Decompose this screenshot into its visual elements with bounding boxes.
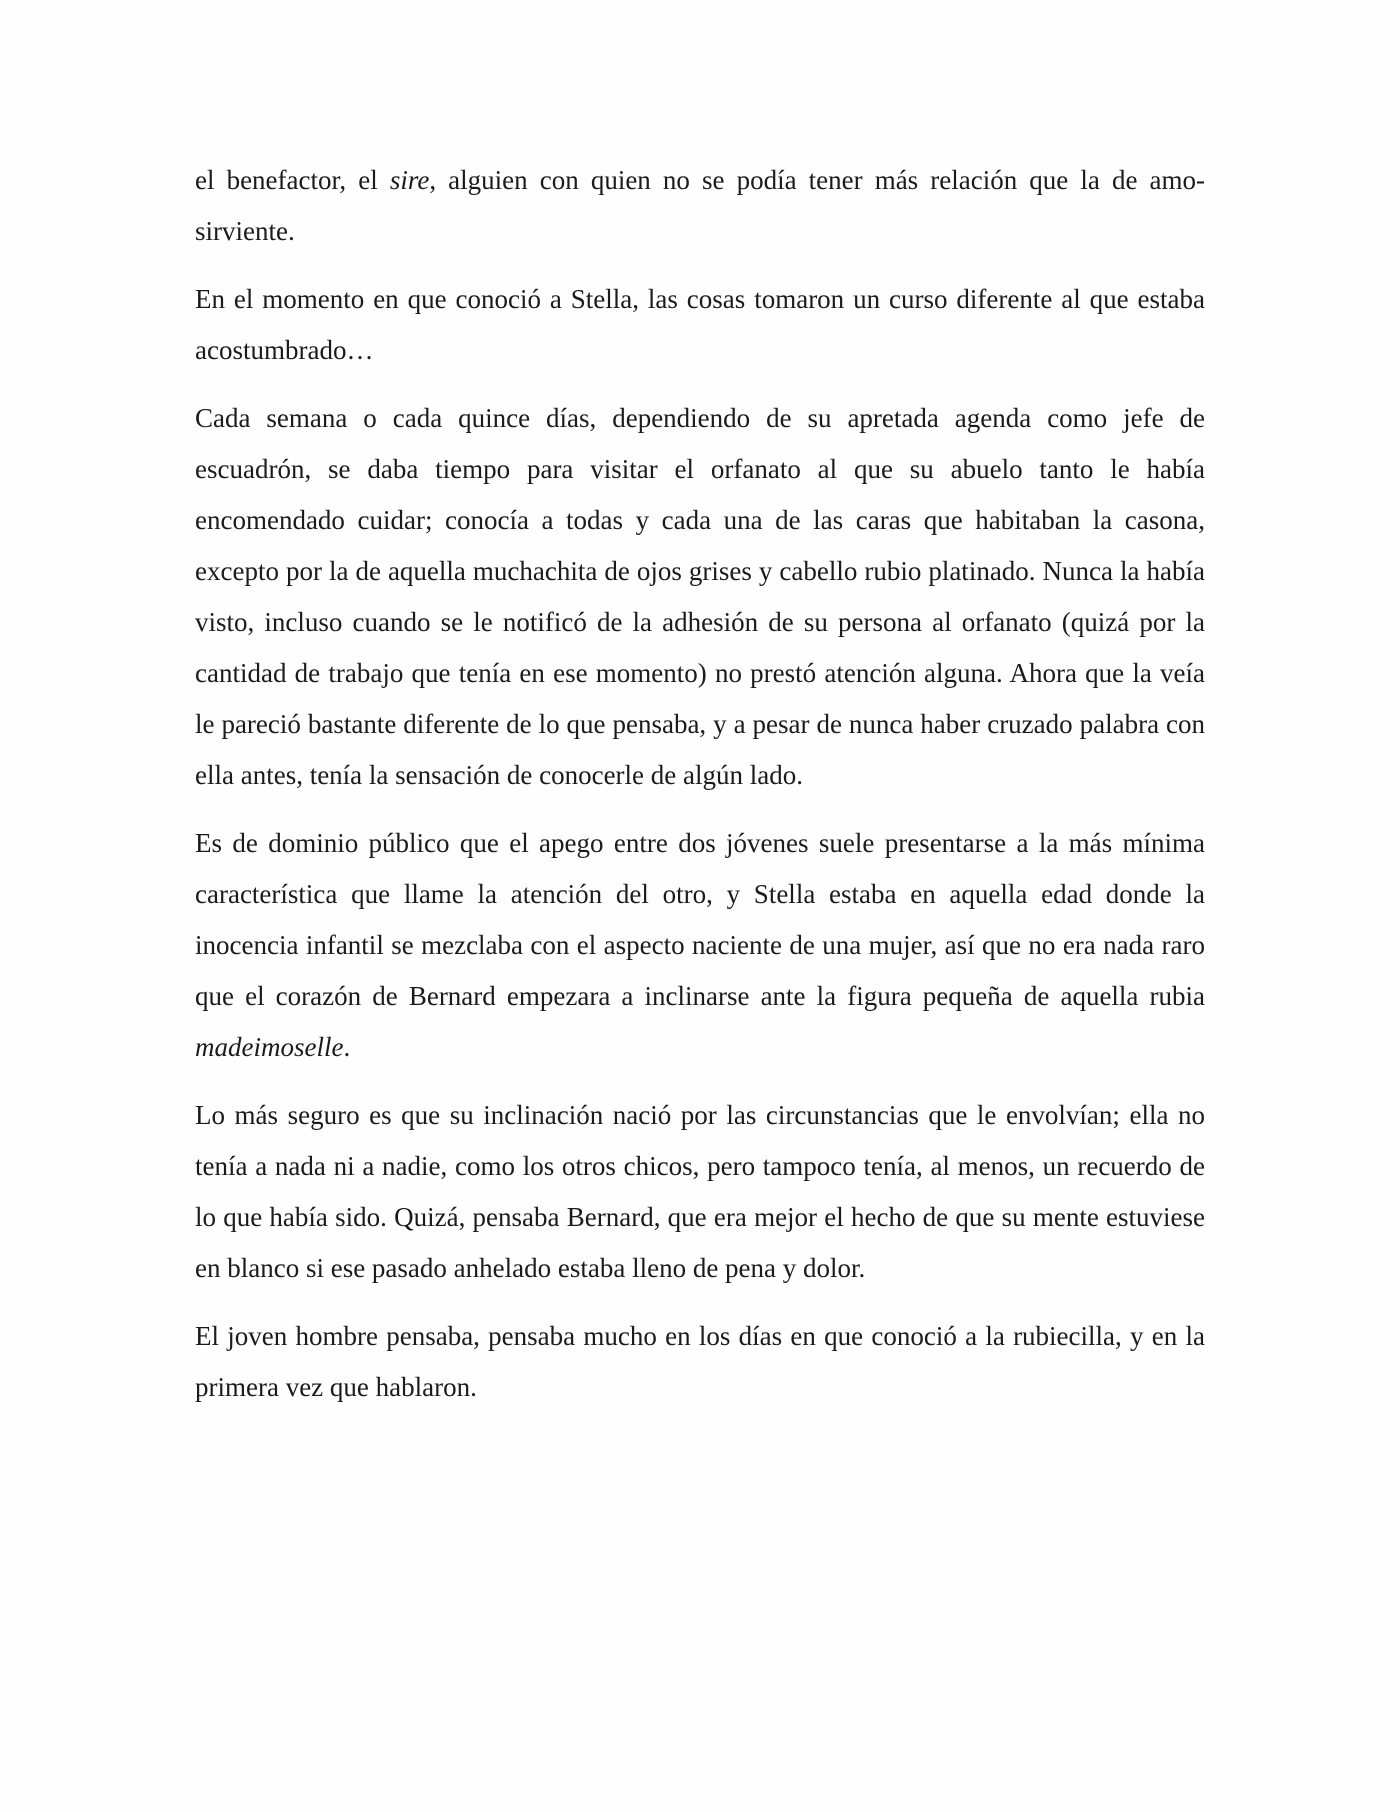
paragraph-6 [195, 1311, 1205, 1413]
italic-text-run: madeimoselle [195, 1032, 344, 1062]
text-run: En el momento en que conoció a Stella, las cosas tomaron un curso diferente al que estaba acostumbrado… [195, 284, 1205, 365]
body-text [195, 155, 1205, 1430]
text-run: El joven hombre pensaba, pensaba mucho en los días en que conoció a la rubiecilla, y en la primera vez que hablaron. [195, 1321, 1205, 1402]
paragraph-5 [195, 1090, 1205, 1294]
paragraph-2 [195, 274, 1205, 376]
text-run: Lo más seguro es que su inclinación nació por las circunstancias que le envolvían; ella no tenía a nada ni a nadie, como los otros chicos, pero tampoco tenía, al menos, un recuerdo de lo que había sido. Quizá, pensaba Bernard, que era mejor el hecho de que su mente estuviese en blanco si ese pasado anhelado estaba lleno de pena y dolor. [195, 1100, 1205, 1283]
paragraph-3 [195, 393, 1205, 801]
text-run: el benefactor, el [195, 165, 390, 195]
paragraph-4 [195, 818, 1205, 1073]
text-run: Es de dominio público que el apego entre dos jóvenes suele presentarse a la más mínima característica que llame la atención del otro, y Stella estaba en aquella edad donde la inocencia infantil se mezclaba con el aspecto naciente de una mujer, así que no era nada raro que el corazón de Bernard empezara a inclinarse ante la figura pequeña de aquella rubia [195, 828, 1205, 1011]
paragraph-1 [195, 155, 1205, 257]
text-run: Cada semana o cada quince días, dependiendo de su apretada agenda como jefe de escuadrón, se daba tiempo para visitar el orfanato al que su abuelo tanto le había encomendado cuidar; conocía a todas y cada una de las caras que habitaban la casona, excepto por la de aquella muchachita de ojos grises y cabello rubio platinado. Nunca la había visto, incluso cuando se le notificó de la adhesión de su persona al orfanato (quizá por la cantidad de trabajo que tenía en ese momento) no prestó atención alguna. Ahora que la veía le pareció bastante diferente de lo que pensaba, y a pesar de nunca haber cruzado palabra con ella antes, tenía la sensación de conocerle de algún lado. [195, 403, 1205, 790]
text-run: . [343, 1032, 351, 1062]
text-run: , alguien con quien no se podía tener más relación que la de amo-sirviente. [195, 165, 1206, 246]
italic-text-run: sire [389, 165, 430, 195]
